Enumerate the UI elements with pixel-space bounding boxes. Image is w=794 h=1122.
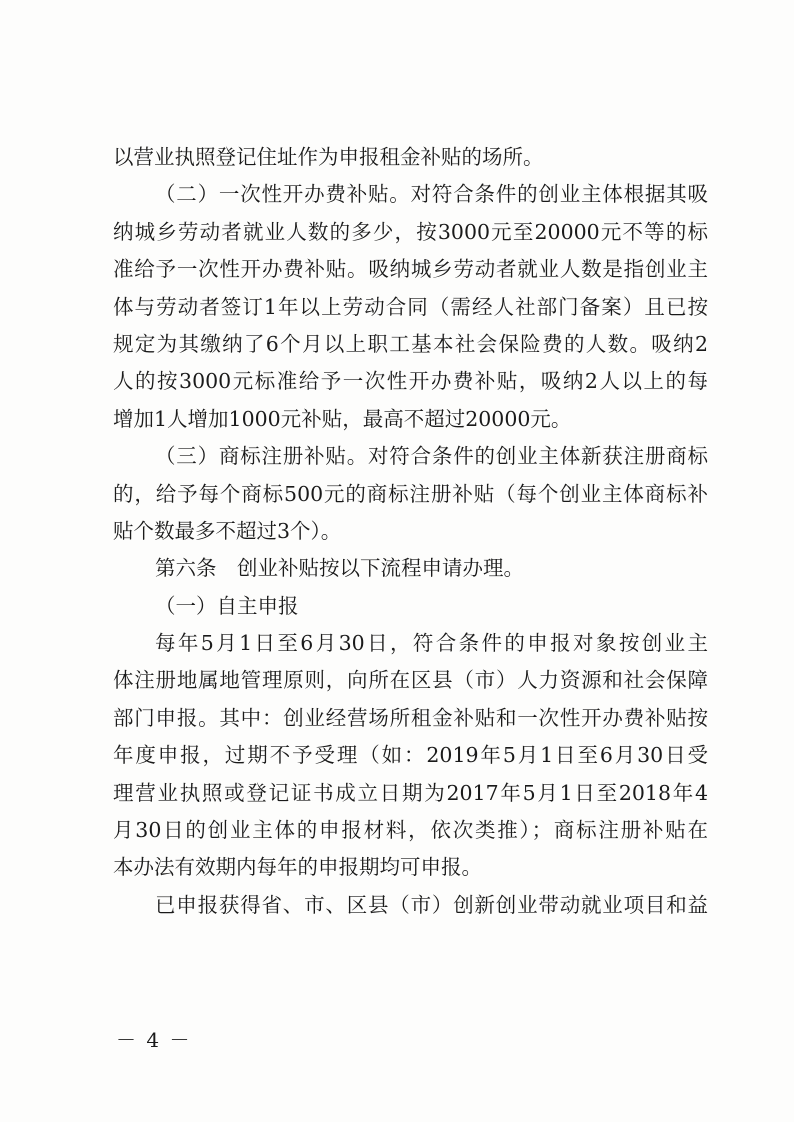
- paragraph-line: 以营业执照登记住址作为申报租金补贴的场所。: [113, 145, 544, 169]
- article-heading: 第六条 创业补贴按以下流程申请办理。: [155, 556, 524, 581]
- paragraph-line: 年度申报，过期不予受理（如：2019年5月1日至6月30日受: [113, 743, 708, 768]
- paragraph-line: 本办法有效期内每年的申报期均可申报。: [113, 855, 482, 880]
- paragraph-line: （三）商标注册补贴。对符合条件的创业主体新获注册商标: [155, 444, 708, 469]
- paragraph-line: 部门申报。其中：创业经营场所租金补贴和一次性开办费补贴按: [113, 705, 708, 730]
- paragraph-line: 人的按3000元标准给予一次性开办费补贴，吸纳2人以上的每: [113, 369, 708, 394]
- paragraph-line: （二）一次性开办费补贴。对符合条件的创业主体根据其吸: [155, 182, 708, 207]
- paragraph-line: 体注册地属地管理原则，向所在区县（市）人力资源和社会保障: [113, 668, 708, 693]
- paragraph-line: 理营业执照或登记证书成立日期为2017年5月1日至2018年4: [113, 780, 708, 805]
- paragraph-line: 增加1人增加1000元补贴，最高不超过20000元。: [113, 406, 572, 431]
- paragraph-line: 体与劳动者签订1年以上劳动合同（需经人社部门备案）且已按: [113, 294, 708, 319]
- paragraph-line: 规定为其缴纳了6个月以上职工基本社会保险费的人数。吸纳2: [113, 331, 708, 356]
- page-number: － 4 －: [116, 1028, 192, 1052]
- paragraph-line: 贴个数最多不超过3个）。: [113, 518, 342, 543]
- paragraph-line: 已申报获得省、市、区县（市）创新创业带动就业项目和益: [155, 892, 708, 917]
- section-heading: （一）自主申报: [155, 593, 299, 618]
- paragraph-line: 每年5月1日至6月30日，符合条件的申报对象按创业主: [155, 631, 708, 656]
- paragraph-line: 纳城乡劳动者就业人数的多少，按3000元至20000元不等的标: [113, 219, 708, 244]
- paragraph-line: 月30日的创业主体的申报材料，依次类推）；商标注册补贴在: [113, 818, 708, 843]
- paragraph-line: 的，给予每个商标500元的商标注册补贴（每个创业主体商标补: [113, 481, 708, 506]
- body-text: [113, 139, 708, 924]
- paragraph-line: 准给予一次性开办费补贴。吸纳城乡劳动者就业人数是指创业主: [113, 257, 708, 282]
